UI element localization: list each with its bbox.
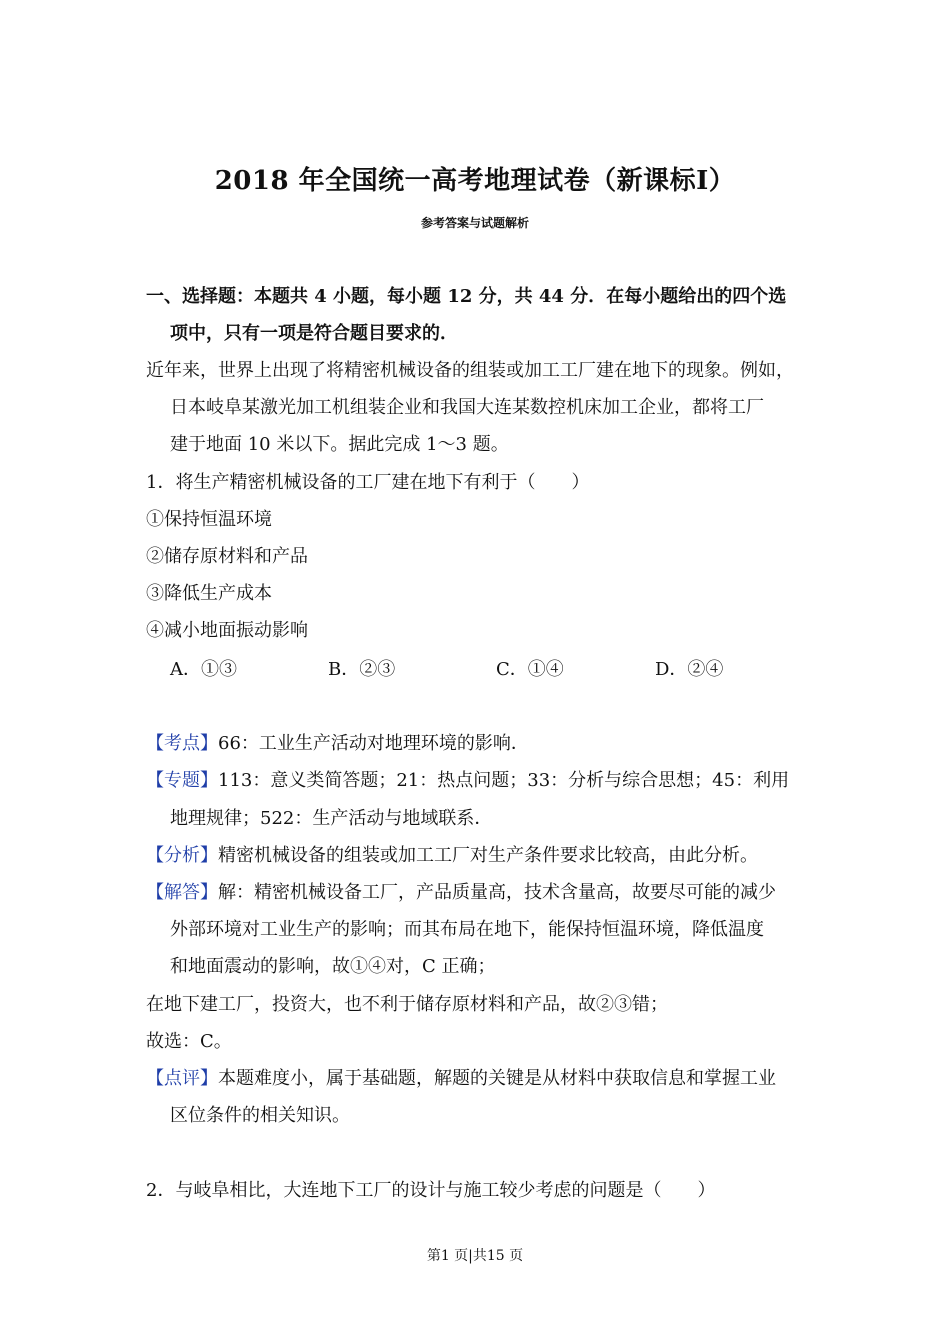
q1-item-2: ②储存原材料和产品 (146, 546, 308, 567)
q1-option-d: D．②④ (655, 659, 724, 680)
q2-stem: 2．与岐阜相比，大连地下工厂的设计与施工较少考虑的问题是（ ） (146, 1180, 716, 1201)
zhuanti-text-line1: 113：意义类简答题；21：热点问题；33：分析与综合思想；45：利用 (218, 770, 790, 791)
q1-stem: 1．将生产精密机械设备的工厂建在地下有利于（ ） (146, 472, 590, 493)
dianping-text-line2: 区位条件的相关知识。 (170, 1105, 350, 1126)
zhuanti-text-line2: 地理规律；522：生产活动与地域联系． (170, 808, 493, 829)
fenxi-text: 精密机械设备的组装或加工工厂对生产条件要求比较高，由此分析。 (218, 845, 758, 866)
dianping-row (146, 1066, 776, 1092)
jieda-row (146, 880, 776, 906)
intro-line3: 建于地面 10 米以下。据此完成 1～3 题。 (170, 434, 509, 455)
section-heading-line2: 项中，只有一项是符合题目要求的． (170, 323, 458, 344)
jieda-text-line3: 和地面震动的影响，故①④对，C 正确； (170, 956, 496, 977)
jieda-text-line4: 在地下建工厂，投资大，也不利于储存原材料和产品，故②③错； (146, 994, 668, 1015)
section-heading-line1: 一、选择题：本题共 4 小题，每小题 12 分，共 44 分．在每小题给出的四个选 (146, 286, 787, 307)
jieda-tag: 【解答】 (146, 882, 218, 903)
q1-option-b: B．②③ (328, 659, 396, 680)
q1-item-1: ①保持恒温环境 (146, 509, 272, 530)
intro-line2: 日本岐阜某激光加工机组装企业和我国大连某数控机床加工企业，都将工厂 (170, 397, 764, 418)
page-footer: 第1 页|共15 页 (426, 1248, 524, 1264)
jieda-text-line1: 解：精密机械设备工厂，产品质量高，技术含量高，故要尽可能的减少 (218, 882, 776, 903)
kaodian-row (146, 731, 529, 757)
page-subtitle: 参考答案与试题解析 (420, 216, 529, 230)
q1-option-c: C．①④ (496, 659, 564, 680)
dianping-text-line1: 本题难度小，属于基础题，解题的关键是从材料中获取信息和掌握工业 (218, 1068, 776, 1089)
kaodian-text: 66：工业生产活动对地理环境的影响． (218, 733, 529, 754)
q1-option-a: A．①③ (170, 659, 237, 680)
kaodian-tag: 【考点】 (146, 733, 218, 754)
fenxi-tag: 【分析】 (146, 845, 218, 866)
dianping-tag: 【点评】 (146, 1068, 218, 1089)
jieda-text-line2: 外部环境对工业生产的影响；而其布局在地下，能保持恒温环境，降低温度 (170, 919, 764, 940)
q1-item-3: ③降低生产成本 (146, 583, 272, 604)
zhuanti-row (146, 768, 789, 794)
page-title: 2018 年全国统一高考地理试卷（新课标I） (214, 166, 736, 196)
intro-line1: 近年来，世界上出现了将精密机械设备的组装或加工工厂建在地下的现象。例如， (146, 360, 794, 381)
jieda-text-line5: 故选：C。 (146, 1031, 232, 1052)
fenxi-row (146, 843, 758, 869)
zhuanti-tag: 【专题】 (146, 770, 218, 791)
q1-item-4: ④减小地面振动影响 (146, 620, 308, 641)
